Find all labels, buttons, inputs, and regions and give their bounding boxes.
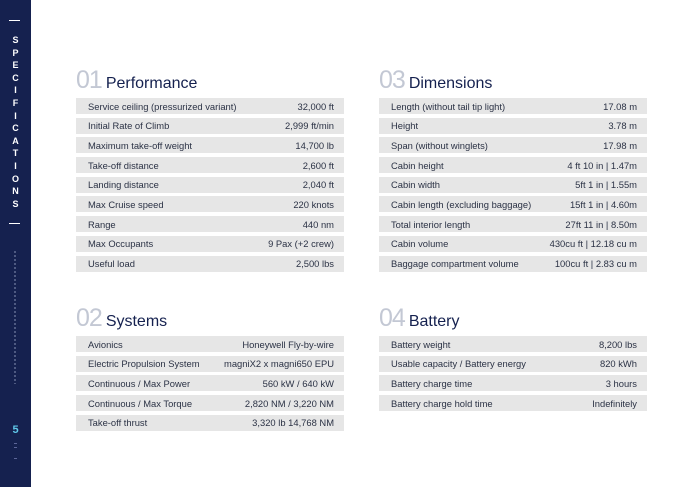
sidebar-title bbox=[0, 34, 31, 210]
sidebar-letter: S bbox=[12, 198, 19, 209]
spec-value: 3,320 lb 14,768 NM bbox=[252, 417, 334, 429]
spec-label: Cabin width bbox=[391, 179, 440, 191]
spec-value: 17.98 m bbox=[603, 139, 637, 151]
spec-value: 560 kW / 640 kW bbox=[262, 377, 334, 389]
spec-label: Max Occupants bbox=[88, 238, 154, 250]
bottom-divider bbox=[9, 223, 20, 224]
spec-row bbox=[379, 395, 647, 411]
spec-row bbox=[379, 256, 647, 272]
spec-value: 2,500 lbs bbox=[295, 258, 334, 269]
sidebar-letter: I bbox=[14, 110, 17, 121]
spec-value: 2,600 ft bbox=[302, 159, 334, 171]
spec-row bbox=[379, 336, 647, 352]
spec-value: 2,040 ft bbox=[302, 179, 334, 191]
spec-row bbox=[76, 375, 344, 391]
spec-value: 5ft 1 in | 1.55m bbox=[575, 179, 637, 191]
spec-label: Electric Propulsion System bbox=[88, 358, 200, 370]
spec-label: Take-off distance bbox=[88, 159, 159, 171]
section-number: 04 bbox=[379, 304, 405, 332]
spec-row bbox=[76, 415, 344, 431]
spec-value: 2,820 NM / 3,220 NM bbox=[244, 397, 334, 409]
spec-value: magniX2 x magni650 EPU bbox=[224, 358, 334, 370]
sidebar-letter: T bbox=[12, 148, 19, 159]
section-title: Dimensions bbox=[408, 75, 493, 92]
spec-row bbox=[76, 236, 344, 252]
spec-label: Max Cruise speed bbox=[88, 198, 164, 210]
sidebar-letter: N bbox=[12, 186, 19, 197]
spec-value: 14,700 lb bbox=[295, 139, 334, 151]
spec-row bbox=[379, 375, 647, 391]
spec-value: 3 hours bbox=[605, 377, 637, 389]
spec-label: Cabin length (excluding baggage) bbox=[391, 198, 532, 210]
spec-row bbox=[379, 177, 647, 193]
tick-mark bbox=[14, 443, 17, 444]
spec-value: 15ft 1 in | 4.60m bbox=[569, 198, 637, 210]
spec-label: Height bbox=[391, 120, 419, 132]
spec-label: Battery charge time bbox=[391, 377, 473, 389]
spec-label: Maximum take-off weight bbox=[88, 139, 193, 151]
page-number: 5 bbox=[12, 424, 19, 436]
spec-row bbox=[76, 356, 344, 372]
sidebar-letter: C bbox=[12, 72, 19, 83]
spec-row bbox=[76, 256, 344, 272]
spec-value: 32,000 ft bbox=[297, 100, 334, 112]
sidebar-letter: E bbox=[12, 60, 19, 71]
spec-value: 2,999 ft/min bbox=[285, 120, 334, 132]
spec-row bbox=[76, 216, 344, 232]
section-title: Systems bbox=[105, 313, 168, 330]
spec-value: 27ft 11 in | 8.50m bbox=[565, 218, 637, 230]
section-number: 03 bbox=[379, 66, 405, 94]
spec-label: Landing distance bbox=[88, 179, 159, 191]
sidebar-letter: I bbox=[14, 160, 17, 171]
spec-label: Useful load bbox=[88, 258, 135, 269]
section-systems bbox=[76, 306, 344, 434]
spec-value: 220 knots bbox=[293, 198, 334, 210]
spec-label: Continuous / Max Power bbox=[88, 377, 191, 389]
spec-row bbox=[379, 356, 647, 372]
spec-label: Usable capacity / Battery energy bbox=[391, 358, 526, 370]
spec-label: Range bbox=[88, 218, 116, 230]
spec-value: Indefinitely bbox=[592, 397, 637, 409]
spec-row bbox=[379, 157, 647, 173]
spec-row bbox=[379, 118, 647, 134]
spec-row bbox=[76, 98, 344, 114]
top-divider bbox=[9, 20, 20, 21]
spec-value: 820 kWh bbox=[600, 358, 637, 370]
spec-label: Service ceiling (pressurized variant) bbox=[88, 100, 237, 112]
section-number: 02 bbox=[76, 304, 102, 332]
spec-row bbox=[379, 137, 647, 153]
spec-row bbox=[379, 196, 647, 212]
tick-mark bbox=[14, 447, 17, 448]
section-title: Battery bbox=[408, 313, 460, 330]
spec-value: 3.78 m bbox=[608, 120, 637, 132]
sidebar-letter: C bbox=[12, 123, 19, 134]
spec-row bbox=[76, 177, 344, 193]
spec-row bbox=[76, 157, 344, 173]
sidebar bbox=[0, 0, 31, 487]
spec-label: Baggage compartment volume bbox=[391, 258, 519, 269]
sidebar-letter: F bbox=[12, 97, 19, 108]
spec-value: Honeywell Fly-by-wire bbox=[242, 338, 334, 350]
spec-row bbox=[76, 395, 344, 411]
spec-label: Continuous / Max Torque bbox=[88, 397, 193, 409]
spec-row bbox=[379, 216, 647, 232]
spec-value: 100cu ft | 2.83 cu m bbox=[554, 258, 637, 269]
spec-label: Cabin height bbox=[391, 159, 444, 171]
spec-label: Take-off thrust bbox=[88, 417, 148, 429]
spec-row bbox=[379, 98, 647, 114]
section-battery bbox=[379, 306, 647, 415]
section-performance bbox=[76, 68, 344, 275]
spec-row bbox=[76, 118, 344, 134]
sidebar-letter: A bbox=[12, 135, 19, 146]
spec-label: Avionics bbox=[88, 338, 123, 350]
spec-value: 430cu ft | 12.18 cu m bbox=[549, 238, 637, 250]
spec-value: 9 Pax (+2 crew) bbox=[268, 238, 334, 250]
spec-value: 440 nm bbox=[302, 218, 334, 230]
spec-value: 17.08 m bbox=[603, 100, 637, 112]
dotted-line bbox=[14, 250, 16, 384]
spec-row bbox=[379, 236, 647, 252]
spec-value: 4 ft 10 in | 1.47m bbox=[567, 159, 637, 171]
spec-row bbox=[76, 137, 344, 153]
spec-value: 8,200 lbs bbox=[598, 338, 637, 350]
tick-mark bbox=[14, 458, 17, 459]
spec-label: Total interior length bbox=[391, 218, 471, 230]
sidebar-letter: O bbox=[11, 173, 19, 184]
spec-row bbox=[76, 196, 344, 212]
spec-label: Battery weight bbox=[391, 338, 451, 350]
section-number: 01 bbox=[76, 66, 102, 94]
section-title: Performance bbox=[105, 75, 198, 92]
spec-label: Span (without winglets) bbox=[391, 139, 488, 151]
sidebar-letter: I bbox=[14, 85, 17, 96]
spec-label: Cabin volume bbox=[391, 238, 449, 250]
spec-row bbox=[76, 336, 344, 352]
sidebar-letter: S bbox=[12, 35, 19, 45]
spec-label: Initial Rate of Climb bbox=[88, 120, 170, 132]
spec-label: Length (without tail tip light) bbox=[391, 100, 506, 112]
sidebar-letter: P bbox=[12, 47, 19, 58]
section-dimensions bbox=[379, 68, 647, 275]
spec-label: Battery charge hold time bbox=[391, 397, 493, 409]
